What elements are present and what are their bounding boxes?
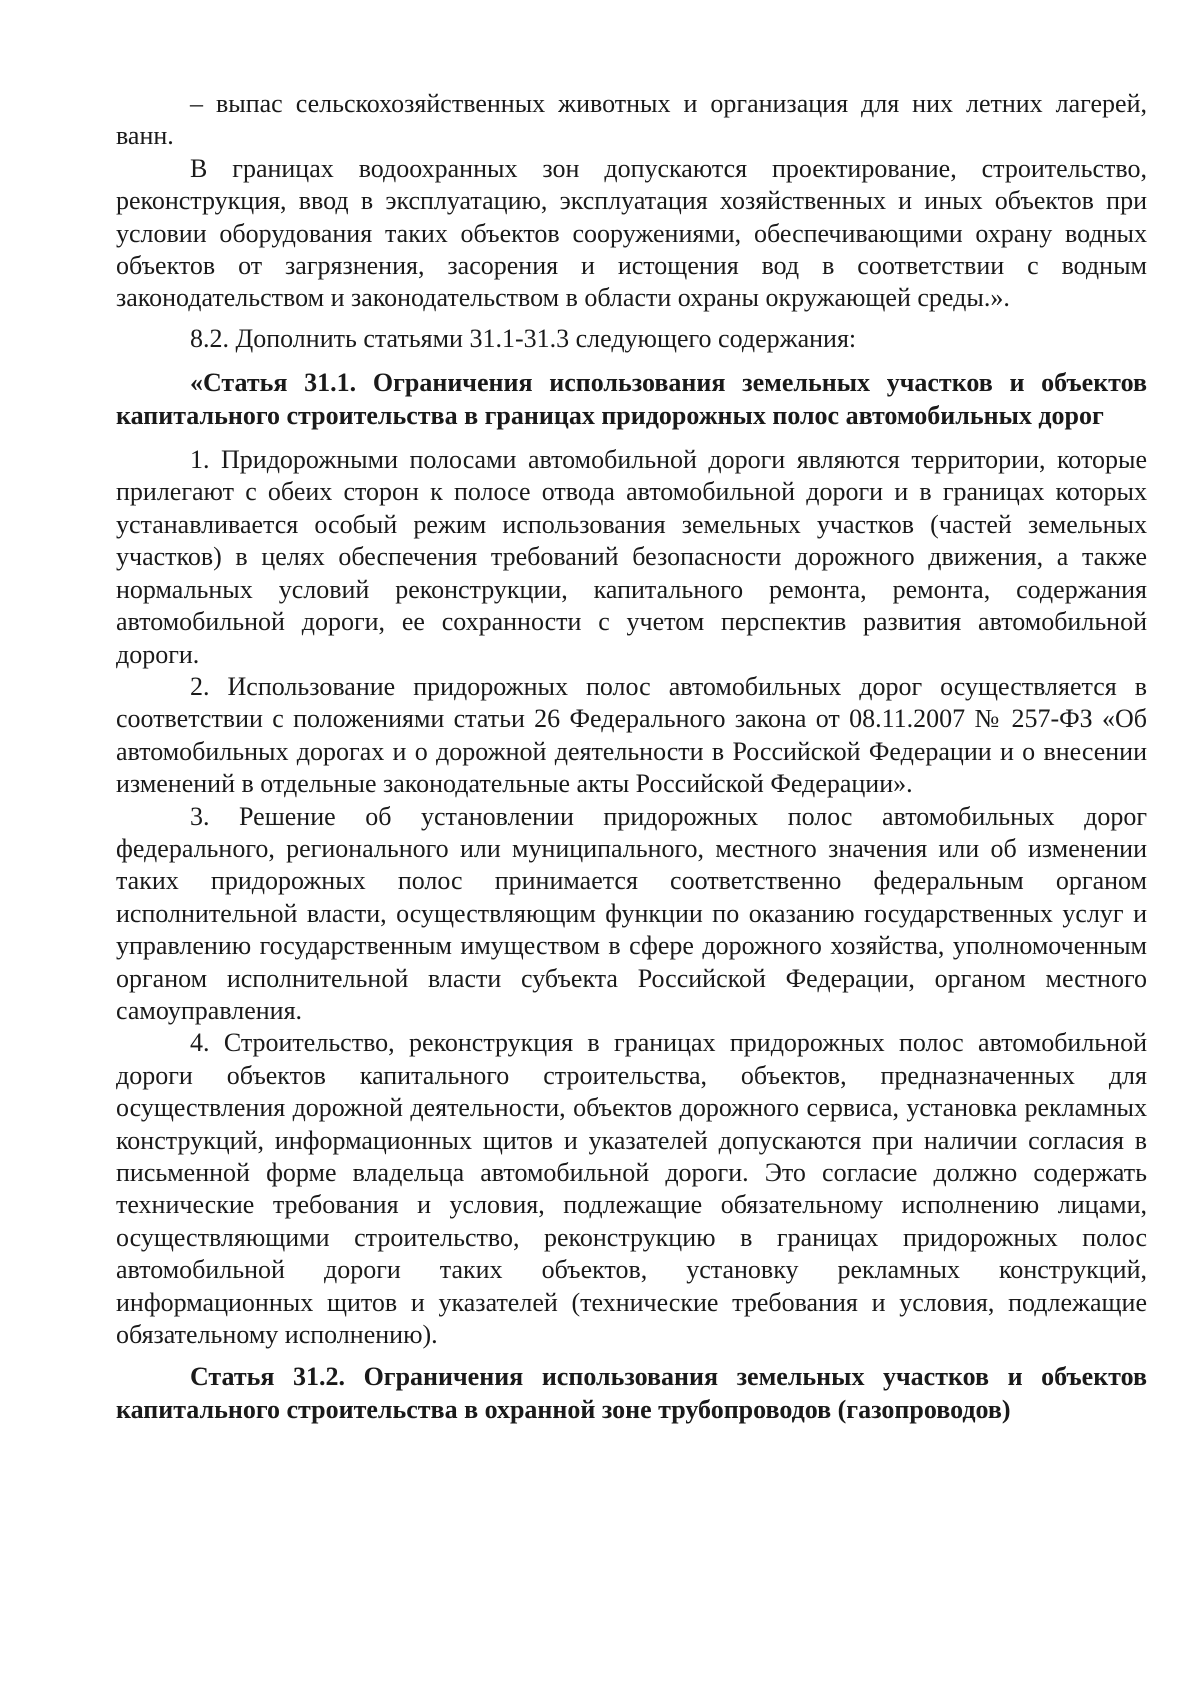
article-31-2-heading: Статья 31.2. Ограничения использования земельных участков и объектов капитального строительства в охранной зоне трубопроводов (газопроводов) (116, 1362, 1147, 1424)
paragraph-grazing: – выпас сельскохозяйственных животных и организация для них летних лагерей, ванн. (116, 89, 1147, 151)
article-31-1-item-3: 3. Решение об установлении придорожных полос автомобильных дорог федерального, регионального или муниципального, местного значения или об изменении таких придорожных полос принимается соответственно федеральным органом исполнительной власти, осуществляющим функции по оказанию государственных услуг и управлению государственным имуществом в сфере дорожного хозяйства, уполномоченным органом исполнительной власти субъекта Российской Федерации, органом местного самоуправления. (116, 801, 1147, 1025)
paragraph-amendment-8-2: 8.2. Дополнить статьями 31.1-31.3 следующего содержания: (190, 323, 857, 353)
article-31-1-heading: «Статья 31.1. Ограничения использования земельных участков и объектов капитального строительства в границах придорожных полос автомобильных дорог (116, 368, 1147, 430)
article-31-1-item-1: 1. Придорожными полосами автомобильной дороги являются территории, которые прилегают с обеих сторон к полосе отвода автомобильной дороги и в границах которых устанавливается особый режим использования земельных участков (частей земельных участков) в целях обеспечения требований безопасности дорожного движения, а также нормальных условий реконструкции, капитального ремонта, ремонта, содержания автомобильной дороги, ее сохранности с учетом перспектив развития автомобильной дороги. (116, 445, 1147, 669)
article-31-1-item-2: 2. Использование придорожных полос автомобильных дорог осуществляется в соответствии с положениями статьи 26 Федерального закона от 08.11.2007 № 257-ФЗ «Об автомобильных дорогах и о дорожной деятельности в Российской Федерации и о внесении изменений в отдельные законодательные акты Российской Федерации». (116, 671, 1147, 799)
paragraph-water-protection-zones: В границах водоохранных зон допускаются проектирование, строительство, реконструкция, ввод в эксплуатацию, эксплуатация хозяйственных и иных объектов при условии оборудования таких объектов сооружениями, обеспечивающими охрану водных объектов от загрязнения, засорения и истощения вод в соответствии с водным законодательством и законодательством в области охраны окружающей среды.». (116, 153, 1147, 313)
article-31-1-item-4: 4. Строительство, реконструкция в границах придорожных полос автомобильной дороги объектов капитального строительства, объектов, предназначенных для осуществления дорожной деятельности, объектов дорожного сервиса, установка рекламных конструкций, информационных щитов и указателей допускаются при наличии согласия в письменной форме владельца автомобильной дороги. Это согласие должно содержать технические требования и условия, подлежащие обязательному исполнению лицами, осуществляющими строительство, реконструкцию в границах придорожных полос автомобильной дороги таких объектов, установку рекламных конструкций, информационных щитов и указателей (технические требования и условия, подлежащие обязательному исполнению). (116, 1028, 1147, 1350)
